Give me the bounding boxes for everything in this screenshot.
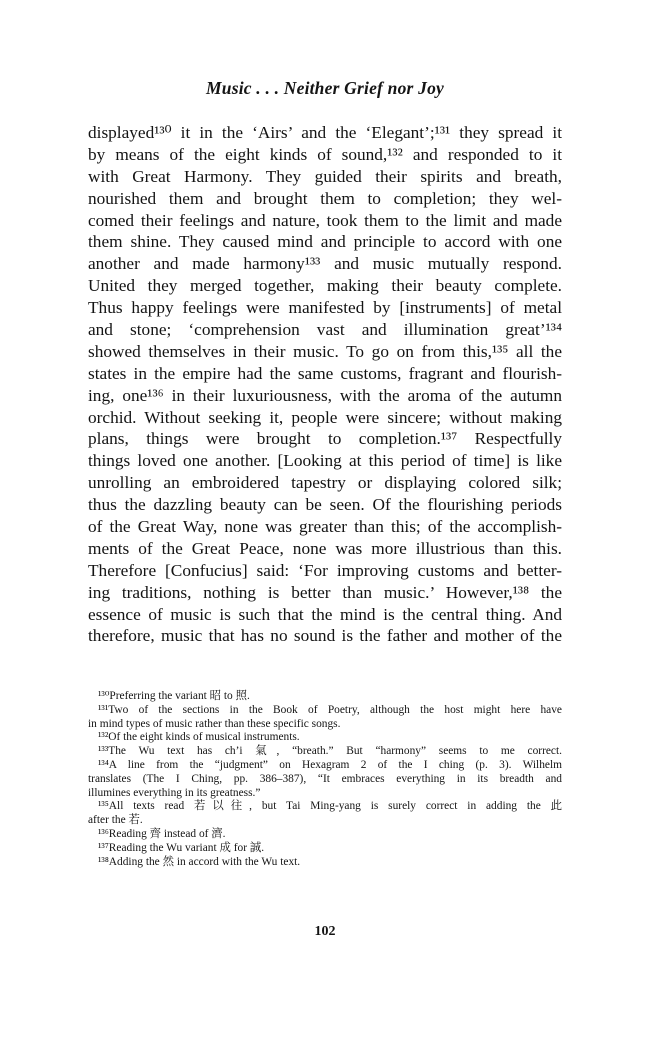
body-text bbox=[88, 122, 562, 647]
body-line: displayed¹³⁰ it in the ‘Airs’ and the ‘Elegant’;¹³¹ they spread it bbox=[88, 123, 562, 142]
footnote-line: ¹³⁰Preferring the variant 昭 to 照. bbox=[98, 690, 250, 702]
body-line: orchid. Without seeking it, people were sincere; without making bbox=[88, 407, 562, 427]
footnote-line: ¹³⁴A line from the “judgment” on Hexagram 2 of the I ching (p. 3). Wilhelm bbox=[98, 758, 562, 771]
body-line: of the Great Way, none was greater than this; of the accomplish- bbox=[88, 517, 562, 537]
body-line: showed themselves in their music. To go on from this,¹³⁵ all the bbox=[88, 341, 562, 361]
body-line: therefore, music that has no sound is the father and mother of the bbox=[88, 626, 562, 646]
body-line: things loved one another. [Looking at this period of time] is like bbox=[88, 451, 562, 471]
page-number: 102 bbox=[314, 924, 336, 939]
body-line: by means of the eight kinds of sound,¹³² and responded to it bbox=[88, 144, 562, 164]
body-line: ments of the Great Peace, none was more illustrious than this. bbox=[88, 538, 562, 558]
footnotes bbox=[88, 690, 562, 869]
body-line: them shine. They caused mind and principle to accord with one bbox=[88, 232, 562, 252]
footnote-line: ¹³⁶Reading 齊 instead of 濟. bbox=[98, 827, 226, 840]
body-line: comed their feelings and nature, took them to the limit and made bbox=[88, 210, 562, 230]
footnote-line: after the 若. bbox=[88, 814, 143, 827]
body-line: states in the empire had the same customs, fragrant and flourish- bbox=[88, 363, 562, 383]
body-line: ing, one¹³⁶ in their luxuriousness, with the aroma of the autumn bbox=[88, 385, 562, 405]
body-line: thus the dazzling beauty can be seen. Of the flourishing periods bbox=[88, 495, 562, 515]
footnote-line: ¹³²Of the eight kinds of musical instruments. bbox=[98, 731, 300, 744]
body-line: with Great Harmony. They guided their spirits and breath, bbox=[88, 166, 562, 186]
body-line: nourished them and brought them to completion; they wel- bbox=[88, 188, 562, 208]
running-head: Music . . . Neither Grief nor Joy bbox=[206, 78, 444, 98]
body-line: United they merged together, making their beauty complete. bbox=[88, 276, 562, 296]
footnote-line: ¹³⁸Adding the 然 in accord with the Wu text. bbox=[98, 855, 301, 868]
body-line: ing traditions, nothing is better than music.’ However,¹³⁸ the bbox=[88, 582, 562, 602]
footnote-line: ¹³³The Wu text has ch’i 氣, “breath.” But “harmony” seems to me correct. bbox=[98, 745, 562, 758]
body-line: unrolling an embroidered tapestry or displaying colored silk; bbox=[88, 473, 562, 493]
body-line: essence of music is such that the mind is the central thing. And bbox=[88, 604, 562, 624]
footnote-line: ¹³⁵All texts read 若以往, but Tai Ming-yang is surely correct in adding the 此 bbox=[98, 800, 562, 813]
footnote-line: ¹³¹Two of the sections in the Book of Poetry, although the host might here have bbox=[98, 703, 562, 716]
footnote-line: in mind types of music rather than these specific songs. bbox=[88, 717, 341, 730]
footnote-line: illumines everything in its greatness.” bbox=[88, 786, 261, 799]
body-line: Therefore [Confucius] said: ‘For improving customs and better- bbox=[88, 560, 562, 580]
footnote-line: translates (The I Ching, pp. 386–387), “It embraces everything in its breadth and bbox=[88, 772, 562, 785]
body-line: and stone; ‘comprehension vast and illumination great’¹³⁴ bbox=[88, 320, 562, 340]
body-line: Thus happy feelings were manifested by [instruments] of metal bbox=[88, 298, 562, 318]
body-line: plans, things were brought to completion.¹³⁷ Respectfully bbox=[88, 429, 562, 449]
footnote-line: ¹³⁷Reading the Wu variant 成 for 誠. bbox=[98, 841, 265, 854]
body-line: another and made harmony¹³³ and music mutually respond. bbox=[88, 254, 562, 274]
